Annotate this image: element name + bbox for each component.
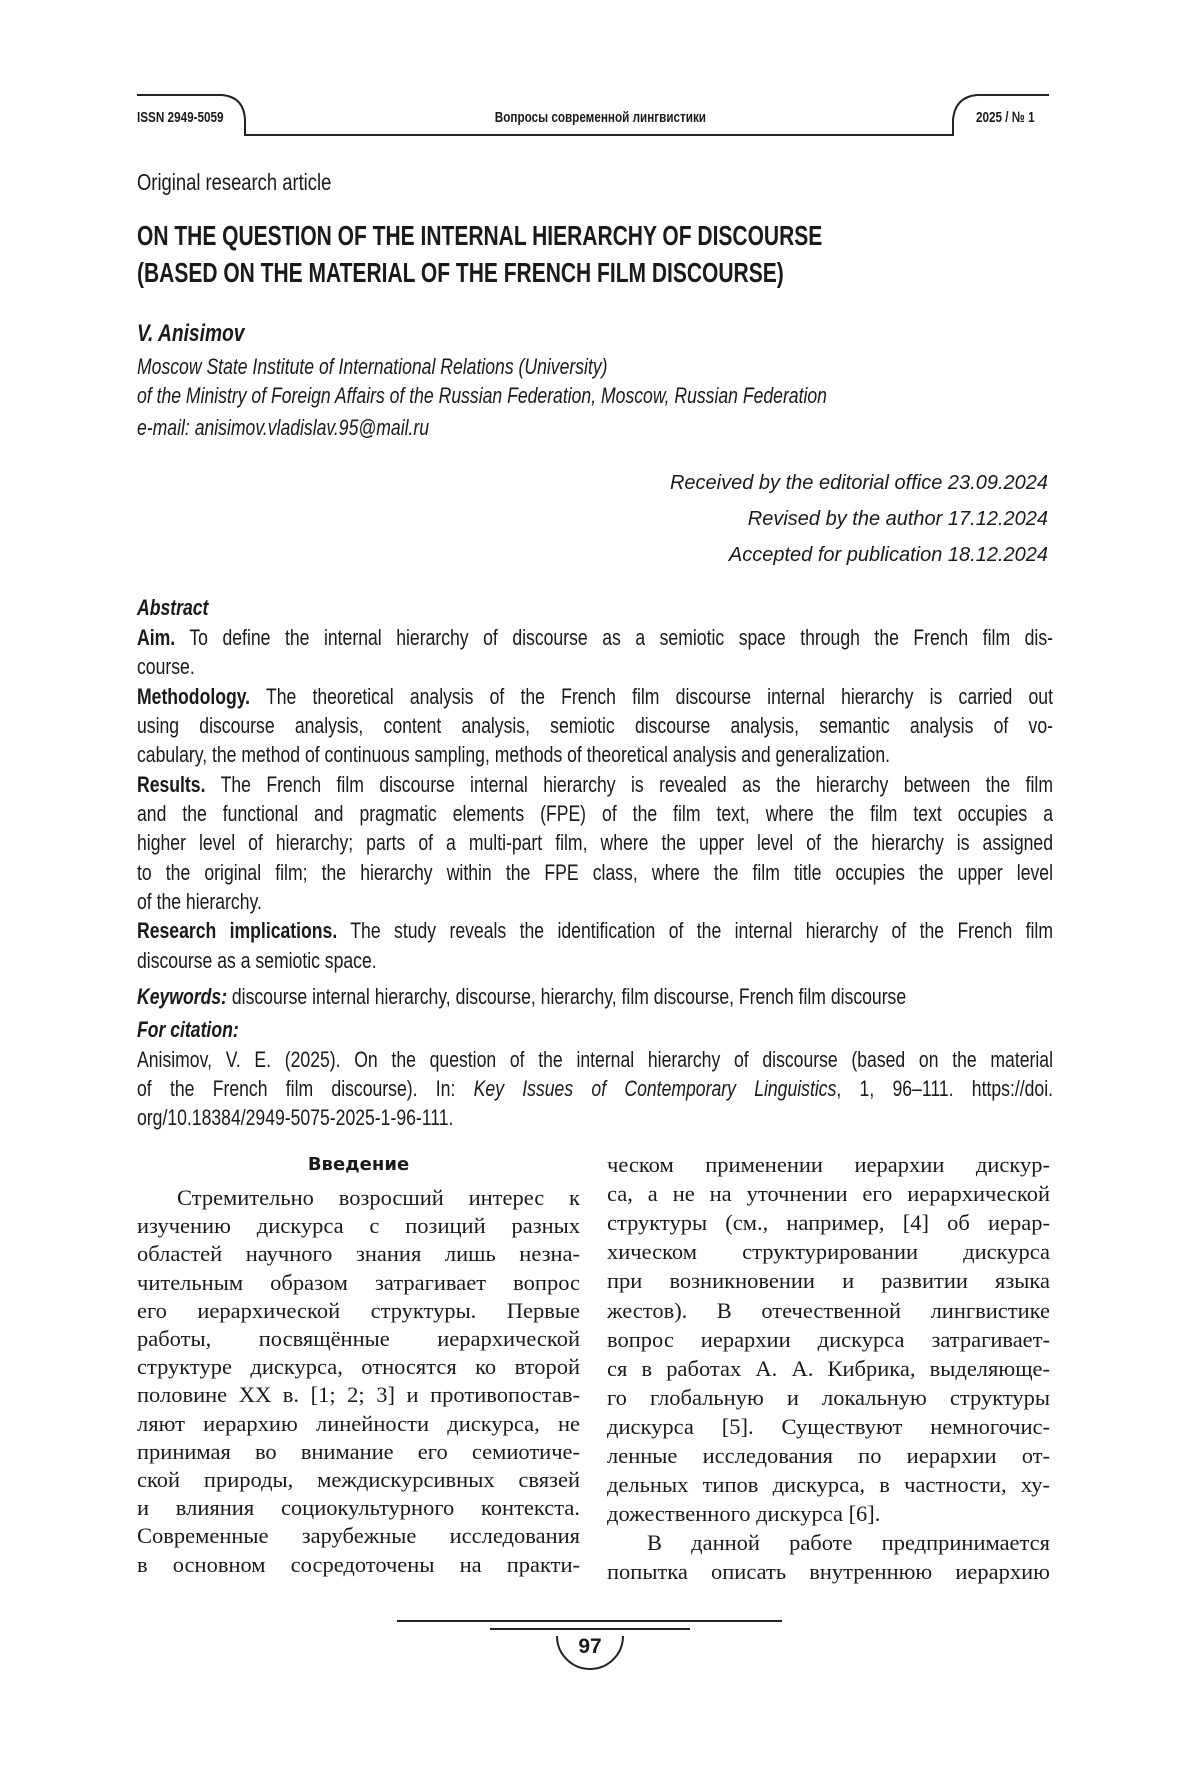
date-accepted: Accepted for publication 18.12.2024 xyxy=(729,541,1048,569)
abstract-line xyxy=(137,859,1053,887)
abstract-line-text: discourse as a semiotic space. xyxy=(137,948,377,973)
abstract-line xyxy=(137,829,1053,857)
body-text-line: в основном сосредоточены на практи- xyxy=(137,1551,580,1579)
abstract-line xyxy=(137,888,1053,916)
body-text-line: ся в работах А. А. Кибрика, выделяюще- xyxy=(607,1355,1050,1383)
abstract-line xyxy=(137,712,1053,740)
body-text-line: ленные исследования по иерархии от- xyxy=(607,1442,1050,1470)
abstract-line-text: higher level of hierarchy; parts of a multi-part film, where the upper level of the hierarchy is assigned xyxy=(137,830,1053,855)
date-revised: Revised by the author 17.12.2024 xyxy=(748,505,1048,533)
title-line-2: (BASED ON THE MATERIAL OF THE FRENCH FILM DISCOURSE) xyxy=(137,259,996,287)
body-text-line: ляют иерархию линейности дискурса, не xyxy=(137,1410,580,1438)
abstract-line-text: To define the internal hierarchy of discourse as a semiotic space through the French film dis- xyxy=(175,625,1053,650)
abstract-line xyxy=(137,624,1053,652)
body-text-line: попытка описать внутреннюю иерархию xyxy=(607,1558,1050,1586)
abstract-line xyxy=(137,771,1053,799)
body-text-line: дожественного дискурса [6]. xyxy=(607,1500,1050,1528)
keywords-text: discourse internal hierarchy, discourse, hierarchy, film discourse, French film discourse xyxy=(227,984,906,1009)
issue-number: 2025 / № 1 xyxy=(976,108,1035,128)
abstract-heading: Abstract xyxy=(137,594,1053,622)
body-text-line: жестов). В отечественной лингвистике xyxy=(607,1297,1050,1325)
citation-line-2 xyxy=(137,1075,1053,1103)
abstract-line-text: to the original film; the hierarchy within the FPE class, where the film title occupies the upper level xyxy=(137,860,1053,885)
abstract-line xyxy=(137,741,1053,769)
citation-line-1: Anisimov, V. E. (2025). On the question of the internal hierarchy of discourse (based on the material xyxy=(137,1046,1053,1074)
body-text-line: ской природы, междискурсивных связей xyxy=(137,1466,580,1494)
abstract-section-label: Research implications. xyxy=(137,918,337,943)
body-text-line: Современные зарубежные исследования xyxy=(137,1522,580,1550)
abstract-section-label: Methodology. xyxy=(137,684,250,709)
affiliation-line-1: Moscow State Institute of International Relations (University) xyxy=(137,353,1053,381)
abstract-line-text: course. xyxy=(137,654,195,679)
body-text-line: принимая во внимание его семиотиче- xyxy=(137,1438,580,1466)
abstract-line-text: The theoretical analysis of the French film discourse internal hierarchy is carried out xyxy=(250,684,1053,709)
body-text-line: областей научного знания лишь незна- xyxy=(137,1240,580,1268)
citation-text: of the French film discourse). In: xyxy=(137,1076,474,1101)
body-text-line: чительным образом затрагивает вопрос xyxy=(137,1269,580,1297)
abstract-line xyxy=(137,917,1053,945)
affiliation-line-2: of the Ministry of Foreign Affairs of the Russian Federation, Moscow, Russian Federation xyxy=(137,382,1053,410)
abstract-line-text: The French film discourse internal hierarchy is revealed as the hierarchy between the film xyxy=(205,772,1053,797)
section-heading-introduction: Введение xyxy=(137,1152,580,1178)
body-text-line: при возникновении и развитии языка xyxy=(607,1267,1050,1295)
body-text-line: изучению дискурса с позиций разных xyxy=(137,1212,580,1240)
abstract-line xyxy=(137,947,1053,975)
body-text-line: ческом применении иерархии дискур- xyxy=(607,1151,1050,1179)
citation-journal: Key Issues of Contemporary Linguistics xyxy=(474,1076,837,1101)
keywords xyxy=(137,983,1053,1011)
body-text-line: его иерархической структуры. Первые xyxy=(137,1297,580,1325)
abstract-line xyxy=(137,653,1053,681)
body-text-line: и влияния социокультурного контекста. xyxy=(137,1494,580,1522)
abstract-section-label: Results. xyxy=(137,772,205,797)
body-text-line: работы, посвящённые иерархической xyxy=(137,1325,580,1353)
body-text-line: Стремительно возросший интерес к xyxy=(137,1184,580,1212)
abstract-section-label: Aim. xyxy=(137,625,175,650)
body-text-line: вопрос иерархии дискурса затрагивает- xyxy=(607,1326,1050,1354)
abstract-line-text: The study reveals the identification of the internal hierarchy of the French film xyxy=(337,918,1053,943)
body-text-line: дискурса [5]. Существуют немногочис- xyxy=(607,1413,1050,1441)
issn: ISSN 2949-5059 xyxy=(137,108,224,128)
body-text-line: хическом структурировании дискурса xyxy=(607,1238,1050,1266)
body-text-line: структуре дискурса, относятся ко второй xyxy=(137,1353,580,1381)
page-number: 97 xyxy=(560,1634,620,1660)
body-text-line: дельных типов дискурса, в частности, ху- xyxy=(607,1471,1050,1499)
body-text-line: са, а не на уточнении его иерархической xyxy=(607,1180,1050,1208)
citation-doi-end[interactable]: org/10.18384/2949-5075-2025-1-96-111. xyxy=(137,1104,1053,1132)
date-received: Received by the editorial office 23.09.2024 xyxy=(670,469,1048,497)
author-email[interactable]: e-mail: anisimov.vladislav.95@mail.ru xyxy=(137,414,1053,442)
abstract-line-text: using discourse analysis, content analysis, semiotic discourse analysis, semantic analysis of vo- xyxy=(137,713,1053,738)
author-name: V. Anisimov xyxy=(137,320,1053,348)
article-type: Original research article xyxy=(137,168,1053,196)
body-text-line: В данной работе предпринимается xyxy=(607,1529,1050,1557)
body-text-line: половине XX в. [1; 2; 3] и противопостав- xyxy=(137,1381,580,1409)
abstract-line-text: and the functional and pragmatic elements (FPE) of the film text, where the film text occupies a xyxy=(137,801,1053,826)
citation-heading: For citation: xyxy=(137,1016,1053,1044)
journal-title: Вопросы современной лингвистики xyxy=(494,108,705,128)
abstract-line-text: cabulary, the method of continuous sampling, methods of theoretical analysis and generalization. xyxy=(137,742,890,767)
keywords-label: Keywords: xyxy=(137,984,227,1009)
body-text-line: структуры (см., например, [4] об иерар- xyxy=(607,1209,1050,1237)
abstract-line xyxy=(137,800,1053,828)
body-text-line: го глобальную и локальную структуры xyxy=(607,1384,1050,1412)
title-line-1: ON THE QUESTION OF THE INTERNAL HIERARCHY OF DISCOURSE xyxy=(137,222,996,250)
citation-doi-start[interactable]: , 1, 96–111. https://doi. xyxy=(836,1076,1053,1101)
abstract-line xyxy=(137,683,1053,711)
abstract-line-text: of the hierarchy. xyxy=(137,889,262,914)
